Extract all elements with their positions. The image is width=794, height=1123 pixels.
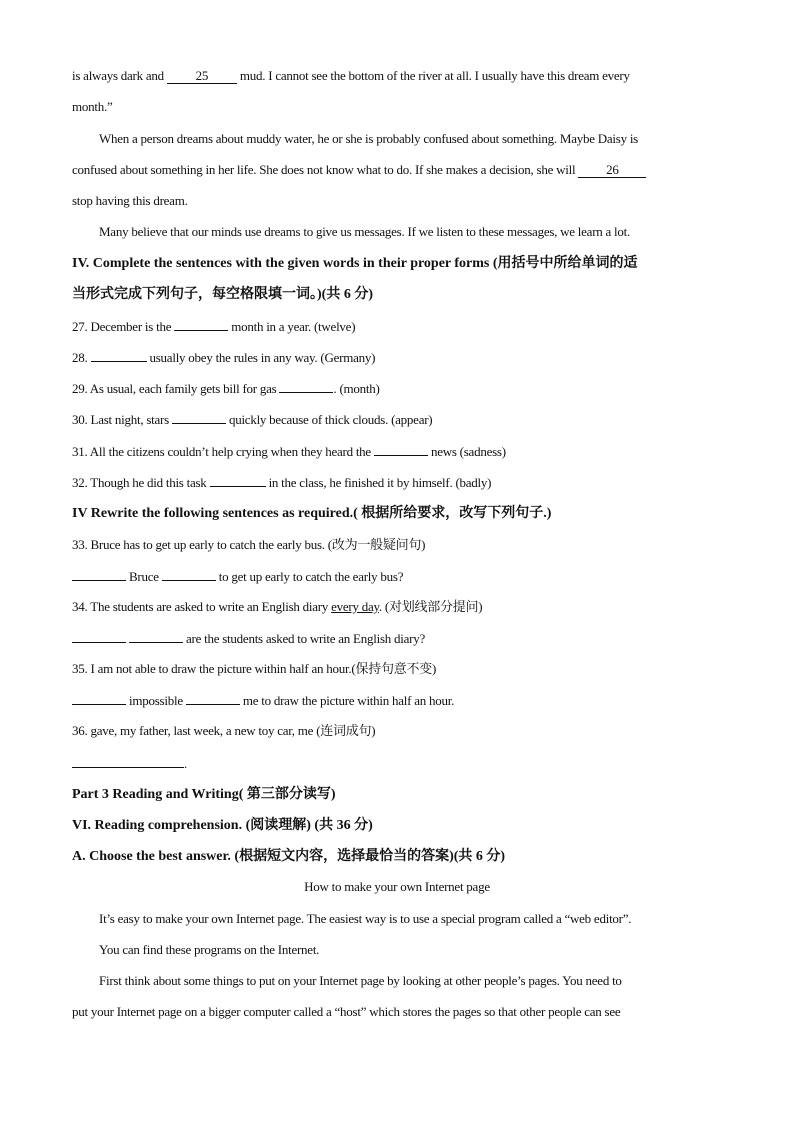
reading-line-4: put your Internet page on a bigger computer called a “host” which stores the pages so that other people can see <box>72 1004 621 1019</box>
section-iv-heading-1: IV. Complete the sentences with the given words in their proper forms (用括号中所给单词的适 <box>72 256 638 271</box>
text: news (sadness) <box>427 444 506 459</box>
text: 30. Last night, stars <box>72 412 172 427</box>
question-35: 35. I am not able to draw the picture within half an hour.(保持句意不变) <box>72 661 437 676</box>
text: in the class, he finished it by himself. (badly) <box>265 475 492 490</box>
answer-blank-25: 25 <box>167 69 237 84</box>
answer-34 <box>72 630 425 647</box>
answer-blank[interactable] <box>72 692 126 705</box>
text: 27. December is the <box>72 319 175 334</box>
question-32 <box>72 474 491 491</box>
text: 34. The students are asked to write an English diary <box>72 599 332 614</box>
answer-blank[interactable] <box>72 755 184 768</box>
passage-line-5: stop having this dream. <box>72 193 188 208</box>
answer-blank[interactable] <box>279 380 333 393</box>
passage-line-6: Many believe that our minds use dreams to give us messages. If we listen to these messages, we learn a lot. <box>99 224 631 239</box>
text: 29. As usual, each family gets bill for gas <box>72 381 280 396</box>
answer-blank[interactable] <box>91 349 147 362</box>
reading-line-3: First think about some things to put on your Internet page by looking at other people’s pages. You need to <box>99 973 622 988</box>
answer-36 <box>72 755 187 772</box>
question-31 <box>72 443 506 460</box>
text: to get up early to catch the early bus? <box>215 569 404 584</box>
question-30 <box>72 411 432 428</box>
text: 32. Though he did this task <box>72 475 210 490</box>
text: month in a year. (twelve) <box>228 319 356 334</box>
question-28 <box>72 349 375 366</box>
text: usually obey the rules in any way. (Germany) <box>146 350 376 365</box>
text: impossible <box>126 693 186 708</box>
section-iv-heading-2: 当形式完成下列句子，每空格限填一词。)(共 6 分) <box>72 287 373 302</box>
passage-line-2: month.” <box>72 99 113 114</box>
answer-35 <box>72 692 454 709</box>
text: me to draw the picture within half an hour. <box>239 693 455 708</box>
text: 31. All the citizens couldn’t help crying when they heard the <box>72 444 374 459</box>
answer-blank[interactable] <box>72 630 126 643</box>
question-34 <box>72 599 482 615</box>
section-vi-heading: VI. Reading comprehension. (阅读理解) (共 36 分) <box>72 818 373 833</box>
answer-33 <box>72 568 403 585</box>
text: . (month) <box>333 381 380 396</box>
text: quickly because of thick clouds. (appear) <box>225 412 433 427</box>
answer-blank[interactable] <box>72 568 126 581</box>
text: confused about something in her life. She does not know what to do. If she makes a decision, she will <box>72 162 579 177</box>
text: mud. I cannot see the bottom of the river at all. I usually have this dream every <box>236 68 630 83</box>
text: . (对划线部分提问) <box>378 599 483 614</box>
text: is always dark and <box>72 68 167 83</box>
answer-blank[interactable] <box>210 474 266 487</box>
question-29 <box>72 380 380 397</box>
answer-blank[interactable] <box>172 411 226 424</box>
answer-blank[interactable] <box>162 568 216 581</box>
question-27 <box>72 318 355 335</box>
question-33: 33. Bruce has to get up early to catch the early bus. (改为一般疑问句) <box>72 537 426 552</box>
reading-line-2: You can find these programs on the Internet. <box>99 942 320 957</box>
text: are the students asked to write an English diary? <box>183 631 426 646</box>
part3-heading: Part 3 Reading and Writing( 第三部分读写) <box>72 787 336 802</box>
section-rewrite-heading: IV Rewrite the following sentences as required.( 根据所给要求，改写下列句子.) <box>72 506 552 521</box>
answer-blank[interactable] <box>374 443 428 456</box>
text: 28. <box>72 350 91 365</box>
question-36: 36. gave, my father, last week, a new toy car, me (连词成句) <box>72 723 376 738</box>
section-a-heading: A. Choose the best answer. (根据短文内容，选择最恰当的答案)(共 6 分) <box>72 849 506 864</box>
reading-title: How to make your own Internet page <box>304 879 490 894</box>
answer-blank-26: 26 <box>578 163 646 178</box>
passage-line-3: When a person dreams about muddy water, he or she is probably confused about something. Maybe Daisy is <box>99 131 638 146</box>
answer-blank[interactable] <box>174 318 228 331</box>
underlined-phrase: every day <box>331 599 379 614</box>
passage-line-1 <box>72 68 630 84</box>
text: Bruce <box>126 569 162 584</box>
answer-blank[interactable] <box>129 630 183 643</box>
passage-line-4 <box>72 162 646 178</box>
answer-blank[interactable] <box>186 692 240 705</box>
reading-line-1: It’s easy to make your own Internet page. The easiest way is to use a special program called a “web editor”. <box>99 911 632 926</box>
text: . <box>184 756 187 771</box>
